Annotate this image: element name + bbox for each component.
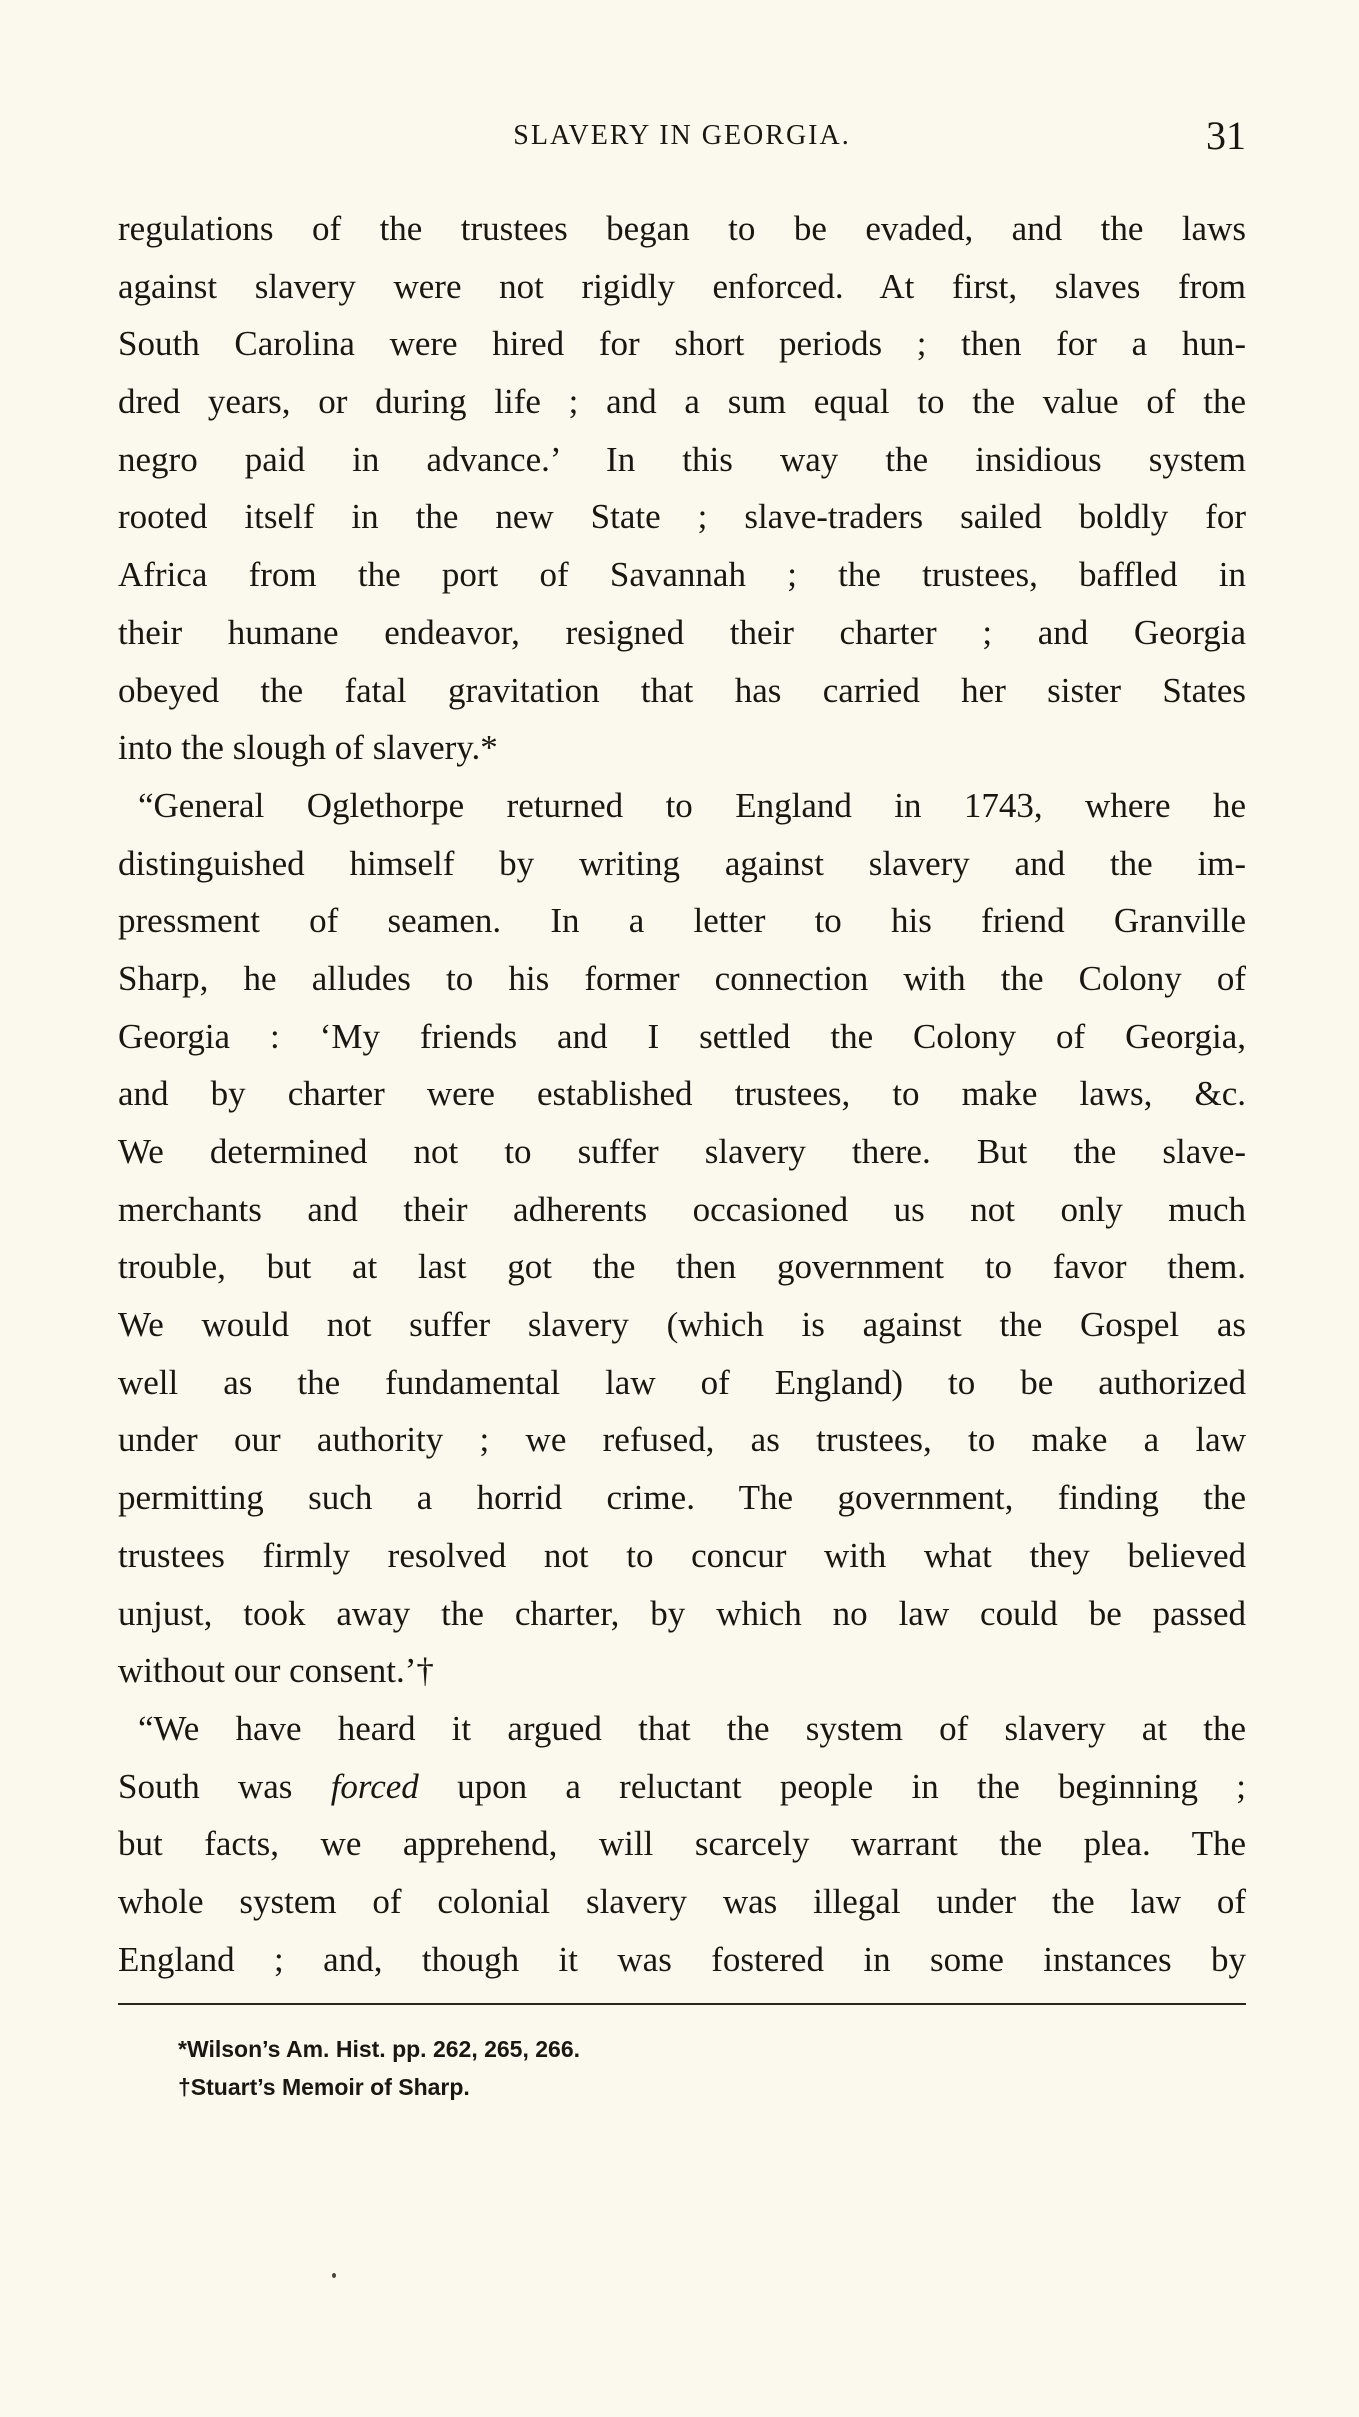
text-line: merchants and their adherents occasioned us not only much (118, 1189, 1246, 1229)
text-line: unjust, took away the charter, by which no law could be passed (118, 1593, 1246, 1633)
text-line: regulations of the trustees began to be evaded, and the laws (118, 209, 1246, 248)
text-line: negro paid in advance.’ In this way the insidious system (118, 439, 1246, 479)
footnote-divider (118, 2003, 1246, 2005)
page-number: 31 (1206, 113, 1246, 158)
text-line: We would not suffer slavery (which is against the Gospel as (118, 1305, 1246, 1345)
text-line: but facts, we apprehend, will scarcely warrant the plea. The (118, 1824, 1246, 1864)
text-line: “General Oglethorpe returned to England in 1743, where he (138, 785, 1246, 825)
ink-speck (332, 2273, 336, 2278)
text-line: well as the fundamental law of England) to be authorized (118, 1362, 1246, 1402)
emphasized-word: forced (330, 1766, 419, 1806)
text-line: trouble, but at last got the then government to favor them. (118, 1247, 1246, 1287)
text-line: South Carolina were hired for short periods ; then for a hun- (118, 324, 1246, 364)
text-line: trustees firmly resolved not to concur with what they believed (118, 1535, 1246, 1575)
text-line: and by charter were established trustees, to make laws, &c. (118, 1074, 1246, 1114)
body-text (118, 200, 1246, 1988)
text-line: Africa from the port of Savannah ; the trustees, baffled in (118, 555, 1246, 595)
text-line: their humane endeavor, resigned their charter ; and Georgia (118, 612, 1246, 652)
text-line: without our consent.’† (118, 1651, 434, 1691)
text-line (118, 1758, 1246, 1816)
text-line: Sharp, he alludes to his former connection with the Colony of (118, 958, 1246, 998)
running-head (118, 112, 1246, 162)
text-line: Georgia : ‘My friends and I settled the Colony of Georgia, (118, 1016, 1246, 1056)
text-line: whole system of colonial slavery was illegal under the law of (118, 1881, 1246, 1921)
running-title: SLAVERY IN GEORGIA. (513, 120, 851, 151)
text-line: permitting such a horrid crime. The government, finding the (118, 1478, 1246, 1518)
text-line: rooted itself in the new State ; slave-traders sailed boldly for (118, 497, 1246, 537)
text-line: dred years, or during life ; and a sum equal to the value of the (118, 382, 1246, 422)
text-line: England ; and, though it was fostered in some instances by (118, 1939, 1246, 1979)
text-line: under our authority ; we refused, as trustees, to make a law (118, 1420, 1246, 1460)
footnotes (178, 2030, 1078, 2106)
text-run: upon a reluctant people in the beginning ; (418, 1766, 1246, 1806)
footnote: †Stuart’s Memoir of Sharp. (178, 2074, 470, 2100)
text-line: distinguished himself by writing against slavery and the im- (118, 843, 1246, 883)
text-line: against slavery were not rigidly enforced. At first, slaves from (118, 266, 1246, 306)
text-line: obeyed the fatal gravitation that has carried her sister States (118, 670, 1246, 710)
text-run: South was (118, 1766, 331, 1806)
footnote: *Wilson’s Am. Hist. pp. 262, 265, 266. (178, 2036, 581, 2062)
text-line: pressment of seamen. In a letter to his friend Granville (118, 901, 1246, 941)
text-line: into the slough of slavery.* (118, 728, 498, 768)
text-line: “We have heard it argued that the system of slavery at the (138, 1708, 1246, 1748)
text-line: We determined not to suffer slavery there. But the slave- (118, 1132, 1246, 1171)
